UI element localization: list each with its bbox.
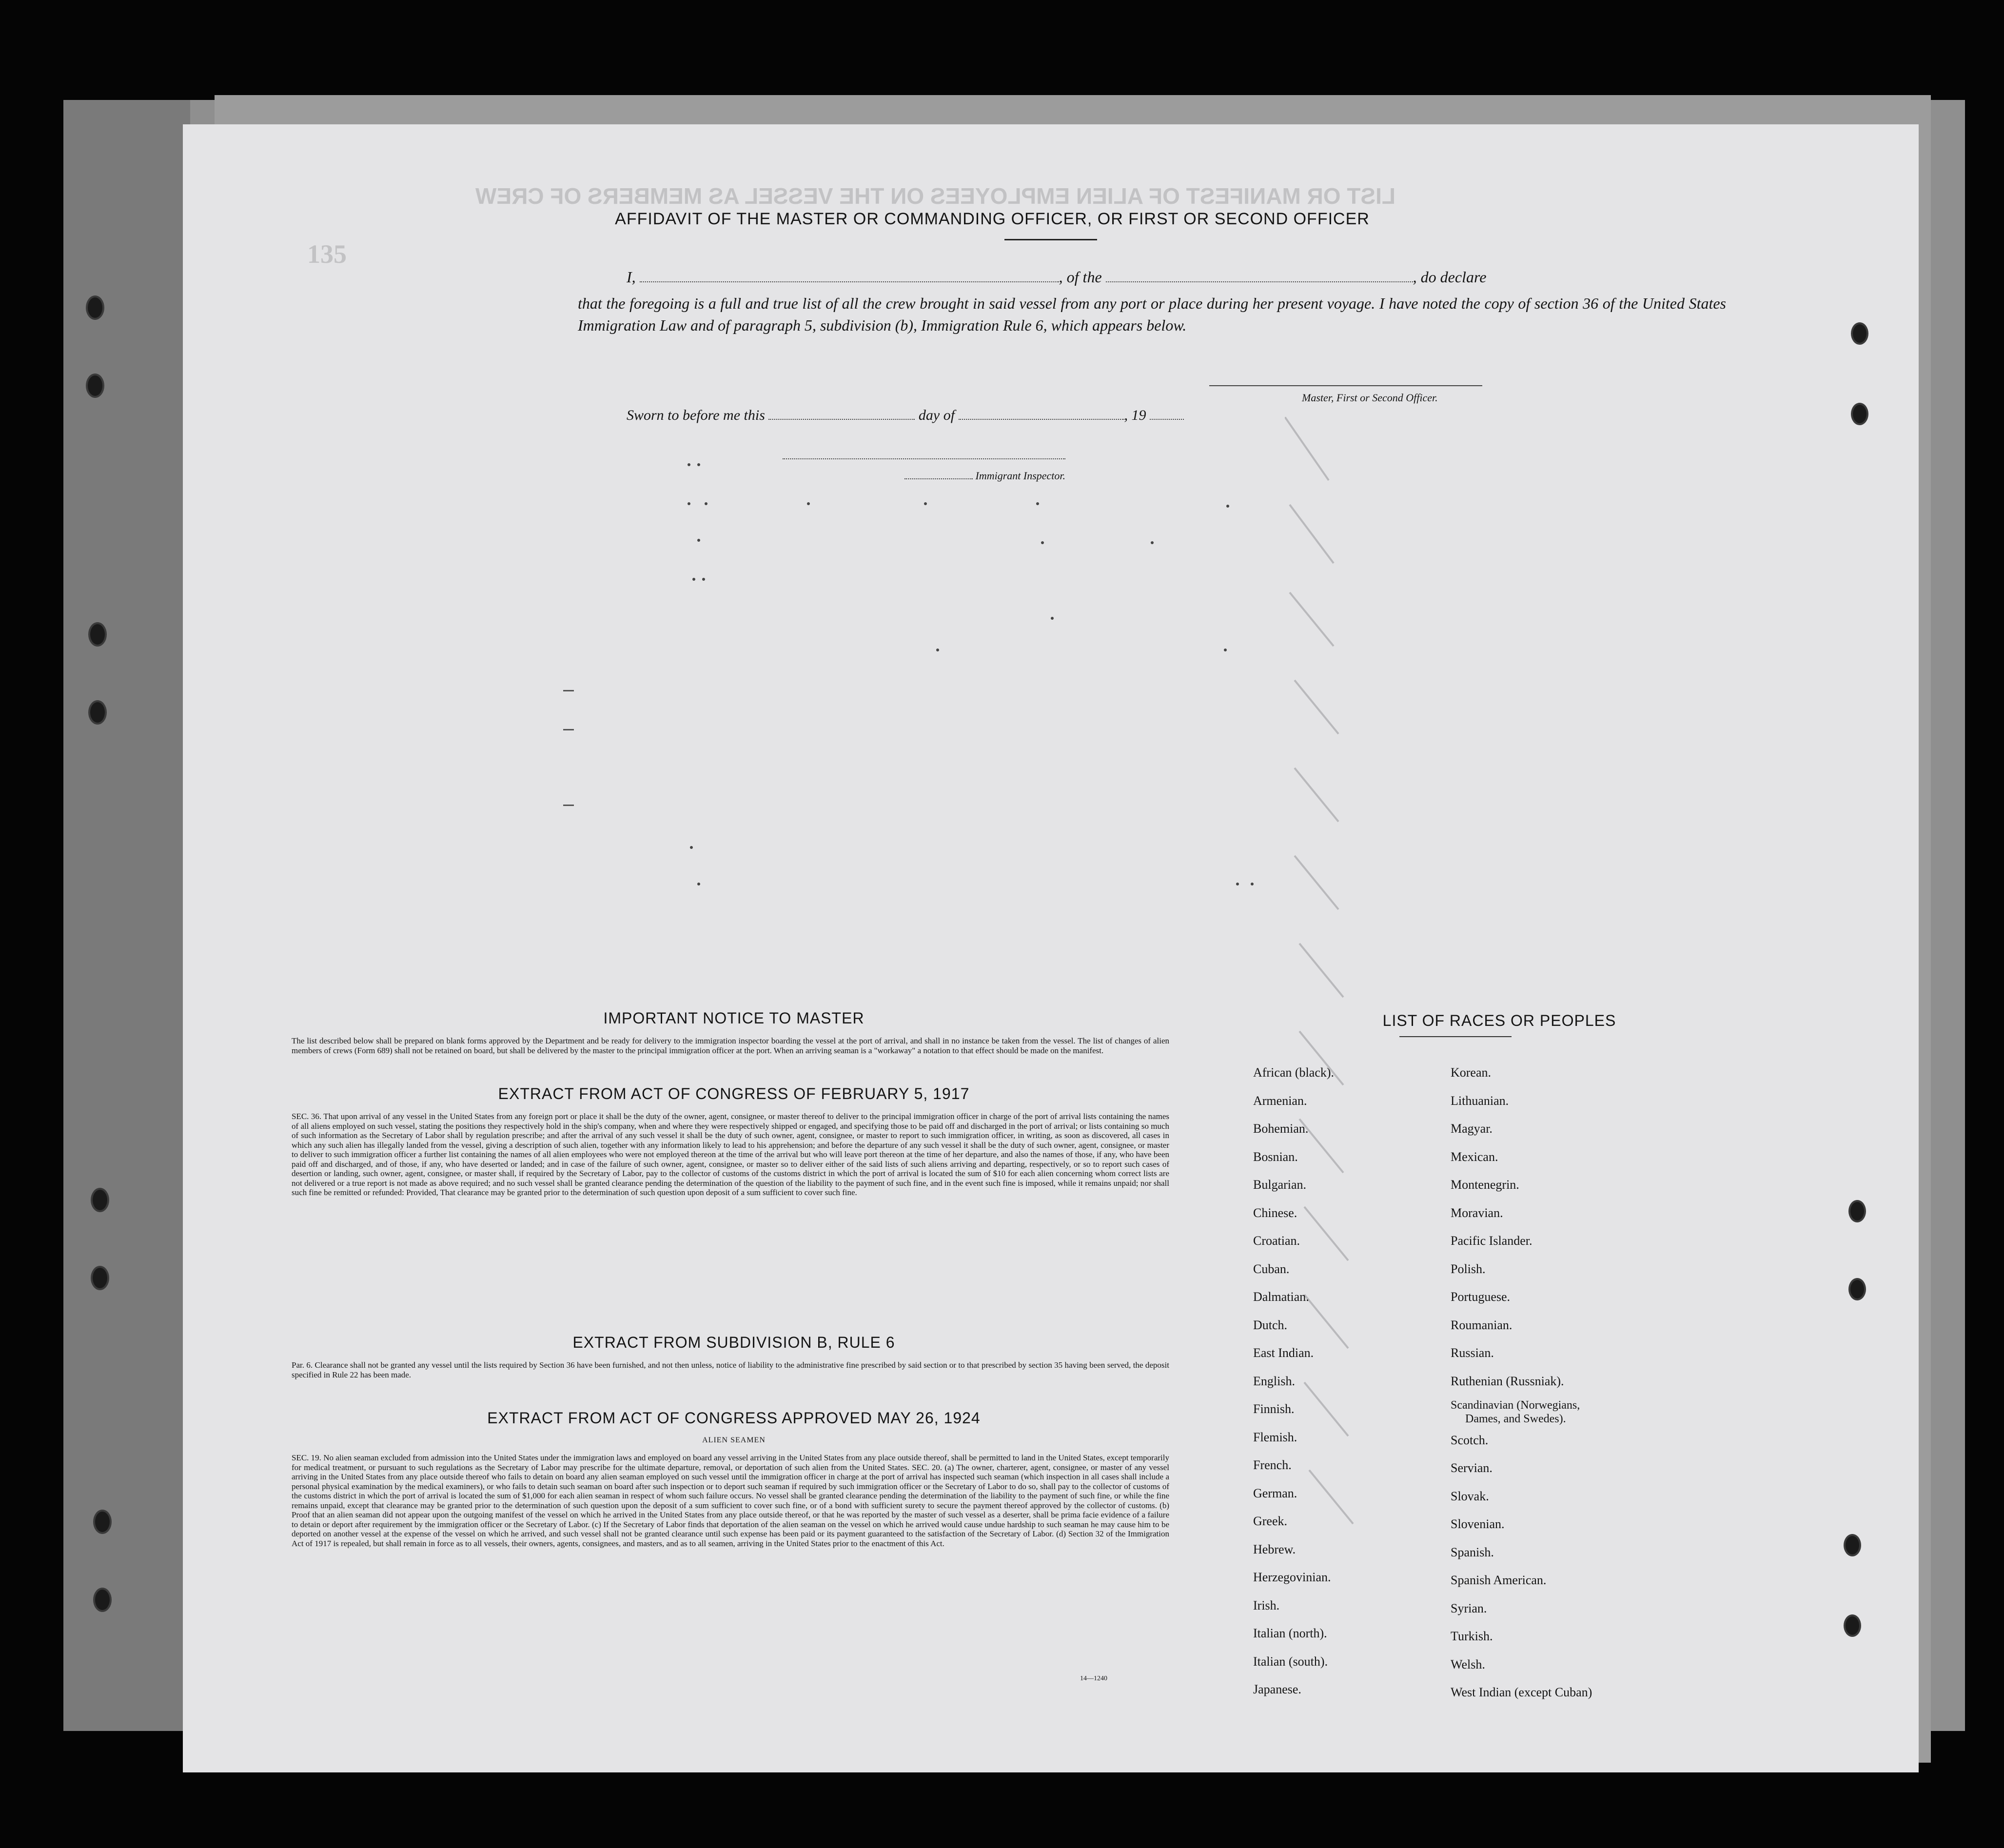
punch-hole-icon [1853, 405, 1866, 423]
stray-mark [1251, 883, 1254, 885]
race-item: Pacific Islander. [1451, 1234, 1532, 1248]
race-item: Dames, and Swedes). [1465, 1413, 1566, 1425]
race-item: Russian. [1451, 1346, 1494, 1360]
stray-mark [690, 846, 693, 849]
punch-hole-icon [1850, 1202, 1864, 1220]
race-item: Montenegrin. [1451, 1178, 1519, 1192]
race-item: Spanish. [1451, 1545, 1494, 1559]
stray-mark [692, 578, 695, 581]
punch-hole-icon [1850, 1280, 1864, 1298]
stray-mark [936, 649, 939, 651]
race-item: Bulgarian. [1253, 1178, 1307, 1192]
affidavit-of-the: , of the [1059, 268, 1102, 286]
inspector-blank [904, 472, 973, 479]
race-item: Scandinavian (Norwegians, [1451, 1399, 1580, 1412]
stray-mark [563, 729, 574, 730]
sworn-year-blank[interactable] [1150, 408, 1184, 420]
race-item: Mexican. [1451, 1149, 1498, 1164]
race-item: Italian (north). [1253, 1626, 1327, 1640]
stray-mark [807, 502, 810, 505]
race-item: Bosnian. [1253, 1149, 1298, 1164]
race-item: Ruthenian (Russniak). [1451, 1374, 1564, 1388]
stray-mark [688, 502, 690, 505]
binder-hole-icon [95, 1512, 110, 1532]
affidavit-line-1 [627, 268, 1486, 286]
extract-1917-title: EXTRACT FROM ACT OF CONGRESS OF FEBRUARY 5, 1917 [498, 1085, 970, 1102]
race-item: English. [1253, 1374, 1295, 1388]
race-item: Bohemian. [1253, 1121, 1309, 1136]
binding-strip [63, 100, 190, 1731]
punch-hole-icon [1846, 1536, 1859, 1554]
race-item: East Indian. [1253, 1346, 1314, 1360]
sworn-day-blank[interactable] [768, 408, 915, 420]
race-item: Magyar. [1451, 1121, 1493, 1136]
affidavit-body [578, 293, 1726, 336]
extract-1924-subtitle: ALIEN SEAMEN [702, 1436, 766, 1444]
binder-hole-icon [90, 702, 105, 723]
race-item: Herzegovinian. [1253, 1570, 1331, 1584]
race-item: Hebrew. [1253, 1542, 1296, 1556]
stray-mark [688, 463, 690, 466]
race-item: French. [1253, 1458, 1292, 1472]
title-rule [1004, 239, 1097, 240]
sworn-month-blank[interactable] [959, 408, 1124, 420]
binder-hole-icon [88, 297, 102, 318]
race-item: Korean. [1451, 1065, 1492, 1080]
binder-hole-icon [93, 1190, 107, 1210]
affidavit-declare: , do declare [1413, 268, 1487, 286]
stray-mark [705, 502, 707, 505]
race-item: Finnish. [1253, 1402, 1295, 1416]
race-item: Slovenian. [1451, 1517, 1505, 1531]
extract-1924-title: EXTRACT FROM ACT OF CONGRESS APPROVED MAY 26, 1924 [487, 1409, 981, 1427]
race-item: West Indian (except Cuban) [1451, 1685, 1592, 1699]
race-item: Spanish American. [1451, 1573, 1547, 1587]
stray-mark [697, 883, 700, 885]
affidavit-i: I, [627, 268, 636, 286]
stray-mark [697, 539, 700, 542]
sworn-day-of: day of [918, 407, 955, 423]
inspector-label [904, 470, 1065, 482]
binder-hole-icon [88, 375, 102, 396]
notice-title: IMPORTANT NOTICE TO MASTER [603, 1009, 864, 1027]
race-item: Welsh. [1451, 1657, 1485, 1671]
race-item: Dalmatian. [1253, 1290, 1309, 1304]
race-item: Portuguese. [1451, 1290, 1511, 1304]
signature-line[interactable] [1209, 385, 1482, 386]
race-item: Irish. [1253, 1598, 1280, 1612]
punch-hole-icon [1846, 1616, 1859, 1635]
stray-mark [1224, 649, 1227, 651]
inspector-label-text: Immigrant Inspector. [975, 470, 1066, 482]
binder-hole-icon [90, 624, 105, 645]
race-item: Turkish. [1451, 1629, 1493, 1643]
race-item: Dutch. [1253, 1317, 1288, 1332]
race-item: African (black). [1253, 1065, 1335, 1080]
race-item: Cuban. [1253, 1261, 1290, 1276]
binder-hole-icon [95, 1590, 110, 1610]
race-item: German. [1253, 1486, 1297, 1500]
race-item: Flemish. [1253, 1430, 1297, 1444]
stray-mark [1051, 617, 1054, 620]
affidavit-body-text: that the foregoing is a full and true list of all the crew brought in said vessel from any port or place during her present voyage. I have noted the copy of section 36 of the United States Immigration Law and of paragraph 5, subdivision (b), Immigration Rule 6, which appears below. [578, 295, 1726, 334]
race-item: Roumanian. [1451, 1317, 1513, 1332]
race-item: Polish. [1451, 1261, 1486, 1276]
extract-rule6-title: EXTRACT FROM SUBDIVISION B, RULE 6 [572, 1334, 895, 1351]
sworn-line [627, 407, 1184, 424]
race-item: Japanese. [1253, 1682, 1301, 1696]
race-item: Scotch. [1451, 1433, 1489, 1447]
race-item: Servian. [1451, 1461, 1493, 1475]
race-item: Syrian. [1451, 1601, 1487, 1615]
extract-rule6-text: Par. 6. Clearance shall not be granted any vessel until the lists required by Section 36 have been furnished, and not then unless, notice of liability to the administrative fine prescribed by said section or to that prescribed by section 35 having been served, the deposit specified in Rule 22 has been made. [292, 1360, 1169, 1379]
bleed-through-title: LIST OR MANIFEST OF ALIEN EMPLOYEES ON THE VESSEL AS MEMBERS OF CREW [475, 183, 1395, 209]
signature-label: Master, First or Second Officer. [1302, 392, 1438, 404]
extract-1924-text: SEC. 19. No alien seaman excluded from admission into the United States under the immigration laws and employed on board any vessel arriving in the United States from any place outside thereof, shall be permitted to land in the United States, except temporarily for medical treatment, or pursuant to such regulations as the Secretary of Labor may prescribe for the ultimate departure, removal, or deportation of such alien from the United States. SEC. 20. (a) The owner, charterer, agent, consignee, or master of any vessel arriving in the United States from any place outside thereof who fails to detain on board any alien seaman employed on such vessel until the immigration officer in charge at the port of arrival has inspected such seaman (which inspection in all cases shall include a personal physical examination by the medical examiners), or who fails to detain such seaman on board after such inspection or to deport such seaman if required by such immigration officer or the Secretary of Labor to do so, shall pay to the collector of customs of the customs district in which the port of arrival is located the sum of $1,000 for each alien seaman in respect of whom such failure occurs. No vessel shall be granted clearance pending the determination of the liability to the payment of such fine, or while the fine remains unpaid, except that clearance may be granted prior to the determination of such question upon the deposit of a sum sufficient to cover such fine, or of a bond with sufficient surety to secure the payment thereof approved by the collector of customs. (b) Proof that an alien seaman did not appear upon the outgoing manifest of the vessel on which he arrived in the United States from any place outside thereof, or that he was reported by the master of such vessel as a deserter, shall be prima facie evidence of a failure to detain or deport after requirement by the immigration officer or the Secretary of Labor. (c) If the Secretary of Labor finds that deportation of the alien seaman on the vessel on which he arrived would cause undue hardship to such seaman he may cause him to be deported on another vessel at the expense of the vessel on which he arrived, and such vessel shall not be granted clearance until such expense has been paid or its payment guaranteed to the satisfaction of the Secretary of Labor. (d) Section 32 of the Immigration Act of 1917 is repealed, but shall remain in force as to all vessels, their owners, agents, consignees, and masters, and as to all seamen, arriving in the United States prior to the enactment of this Act. [292, 1453, 1169, 1548]
stray-mark [563, 805, 574, 806]
race-item: Moravian. [1451, 1205, 1503, 1220]
race-item: Greek. [1253, 1514, 1288, 1528]
sworn-prefix: Sworn to before me this [627, 407, 765, 423]
document-page [183, 124, 1919, 1772]
races-title: LIST OF RACES OR PEOPLES [1382, 1012, 1616, 1029]
affidavit-title: AFFIDAVIT OF THE MASTER OR COMMANDING OFFICER, OR FIRST OR SECOND OFFICER [615, 210, 1370, 228]
races-rule [1399, 1036, 1512, 1037]
inspector-signature-line[interactable] [783, 458, 1065, 459]
stray-mark [1036, 502, 1039, 505]
stray-mark [1236, 883, 1239, 885]
name-blank[interactable] [640, 271, 1059, 282]
vessel-blank[interactable] [1106, 271, 1413, 282]
race-item: Italian (south). [1253, 1654, 1328, 1669]
stray-mark [924, 502, 927, 505]
notice-text: The list described below shall be prepared on blank forms approved by the Department and be ready for delivery to the immigration inspector boarding the vessel at the port of arrival, and shall in no instance be taken from the vessel. The list of changes of alien members of crews (Form 689) shall not be retained on board, but shall be delivered by the master to the principal immigration officer at the port. When an arriving seaman is a "workaway" a notation to that effect should be made on the manifest. [292, 1036, 1169, 1055]
race-item: Croatian. [1253, 1234, 1300, 1248]
punch-hole-icon [1853, 324, 1866, 343]
race-item: Lithuanian. [1451, 1093, 1509, 1108]
stray-mark [1041, 541, 1044, 544]
race-item: Slovak. [1451, 1489, 1489, 1503]
race-item: Chinese. [1253, 1205, 1297, 1220]
stray-mark [563, 690, 574, 691]
stray-mark [1151, 541, 1154, 544]
stray-mark [697, 463, 700, 466]
binder-hole-icon [93, 1268, 107, 1288]
sworn-year: , 19 [1124, 407, 1146, 423]
bleed-through-page-number: 135 [307, 239, 347, 269]
extract-1917-text: SEC. 36. That upon arrival of any vessel in the United States from any foreign port or place it shall be the duty of the owner, agent, consignee, or master thereof to deliver to the principal immigration officer in charge of the port of arrival lists containing the names of all aliens employed on such vessel, stating the positions they respectively hold in the ship's company, when and where they were respectively shipped or engaged, and specifying those to be paid off and discharged in the port of arrival; or lists containing so much of such information as the Secretary of Labor shall by regulation prescribe; and after the arrival of any such vessel it shall be the duty of such owner, agent, consignee, or master to report to such immigration officer, in writing, as soon as discovered, all cases in which any such alien has illegally landed from the vessel, giving a description of such alien, together with any information likely to lead to his apprehension; and before the departure of any such vessel it shall be the duty of such owner, agent, consignee, or master to deliver to such immigration officer a further list containing the names of all alien employees who were not employed thereon at the time of the arrival but who will leave port thereon at the time of her departure, and also the names of those, if any, who have been paid off and discharged, and of those, if any, who have deserted or landed; and in case of the failure of such owner, agent, consignee, or master so to deliver either of the said lists of such aliens arriving and departing, respectively, or so to report such cases of desertion or landing, such owner, agent, consignee, or master shall, if required by the Secretary of Labor, pay to the collector of customs of the customs district in which the port of arrival is located the sum of $10 for each alien concerning whom correct lists are not delivered or a true report is not made as above required; and no such vessel shall be granted clearance pending the determination of the question of the liability to the payment of such fine, and in the event such fine is imposed, while it remains unpaid; nor shall such fine be remitted or refunded: Provided, That clearance may be granted prior to the determination of such question upon deposit of a sum sufficient to cover such fine. [292, 1112, 1169, 1197]
race-item: Armenian. [1253, 1093, 1307, 1108]
stray-mark [1226, 505, 1229, 508]
form-number: 14—1240 [1080, 1675, 1107, 1682]
stray-mark [702, 578, 705, 581]
